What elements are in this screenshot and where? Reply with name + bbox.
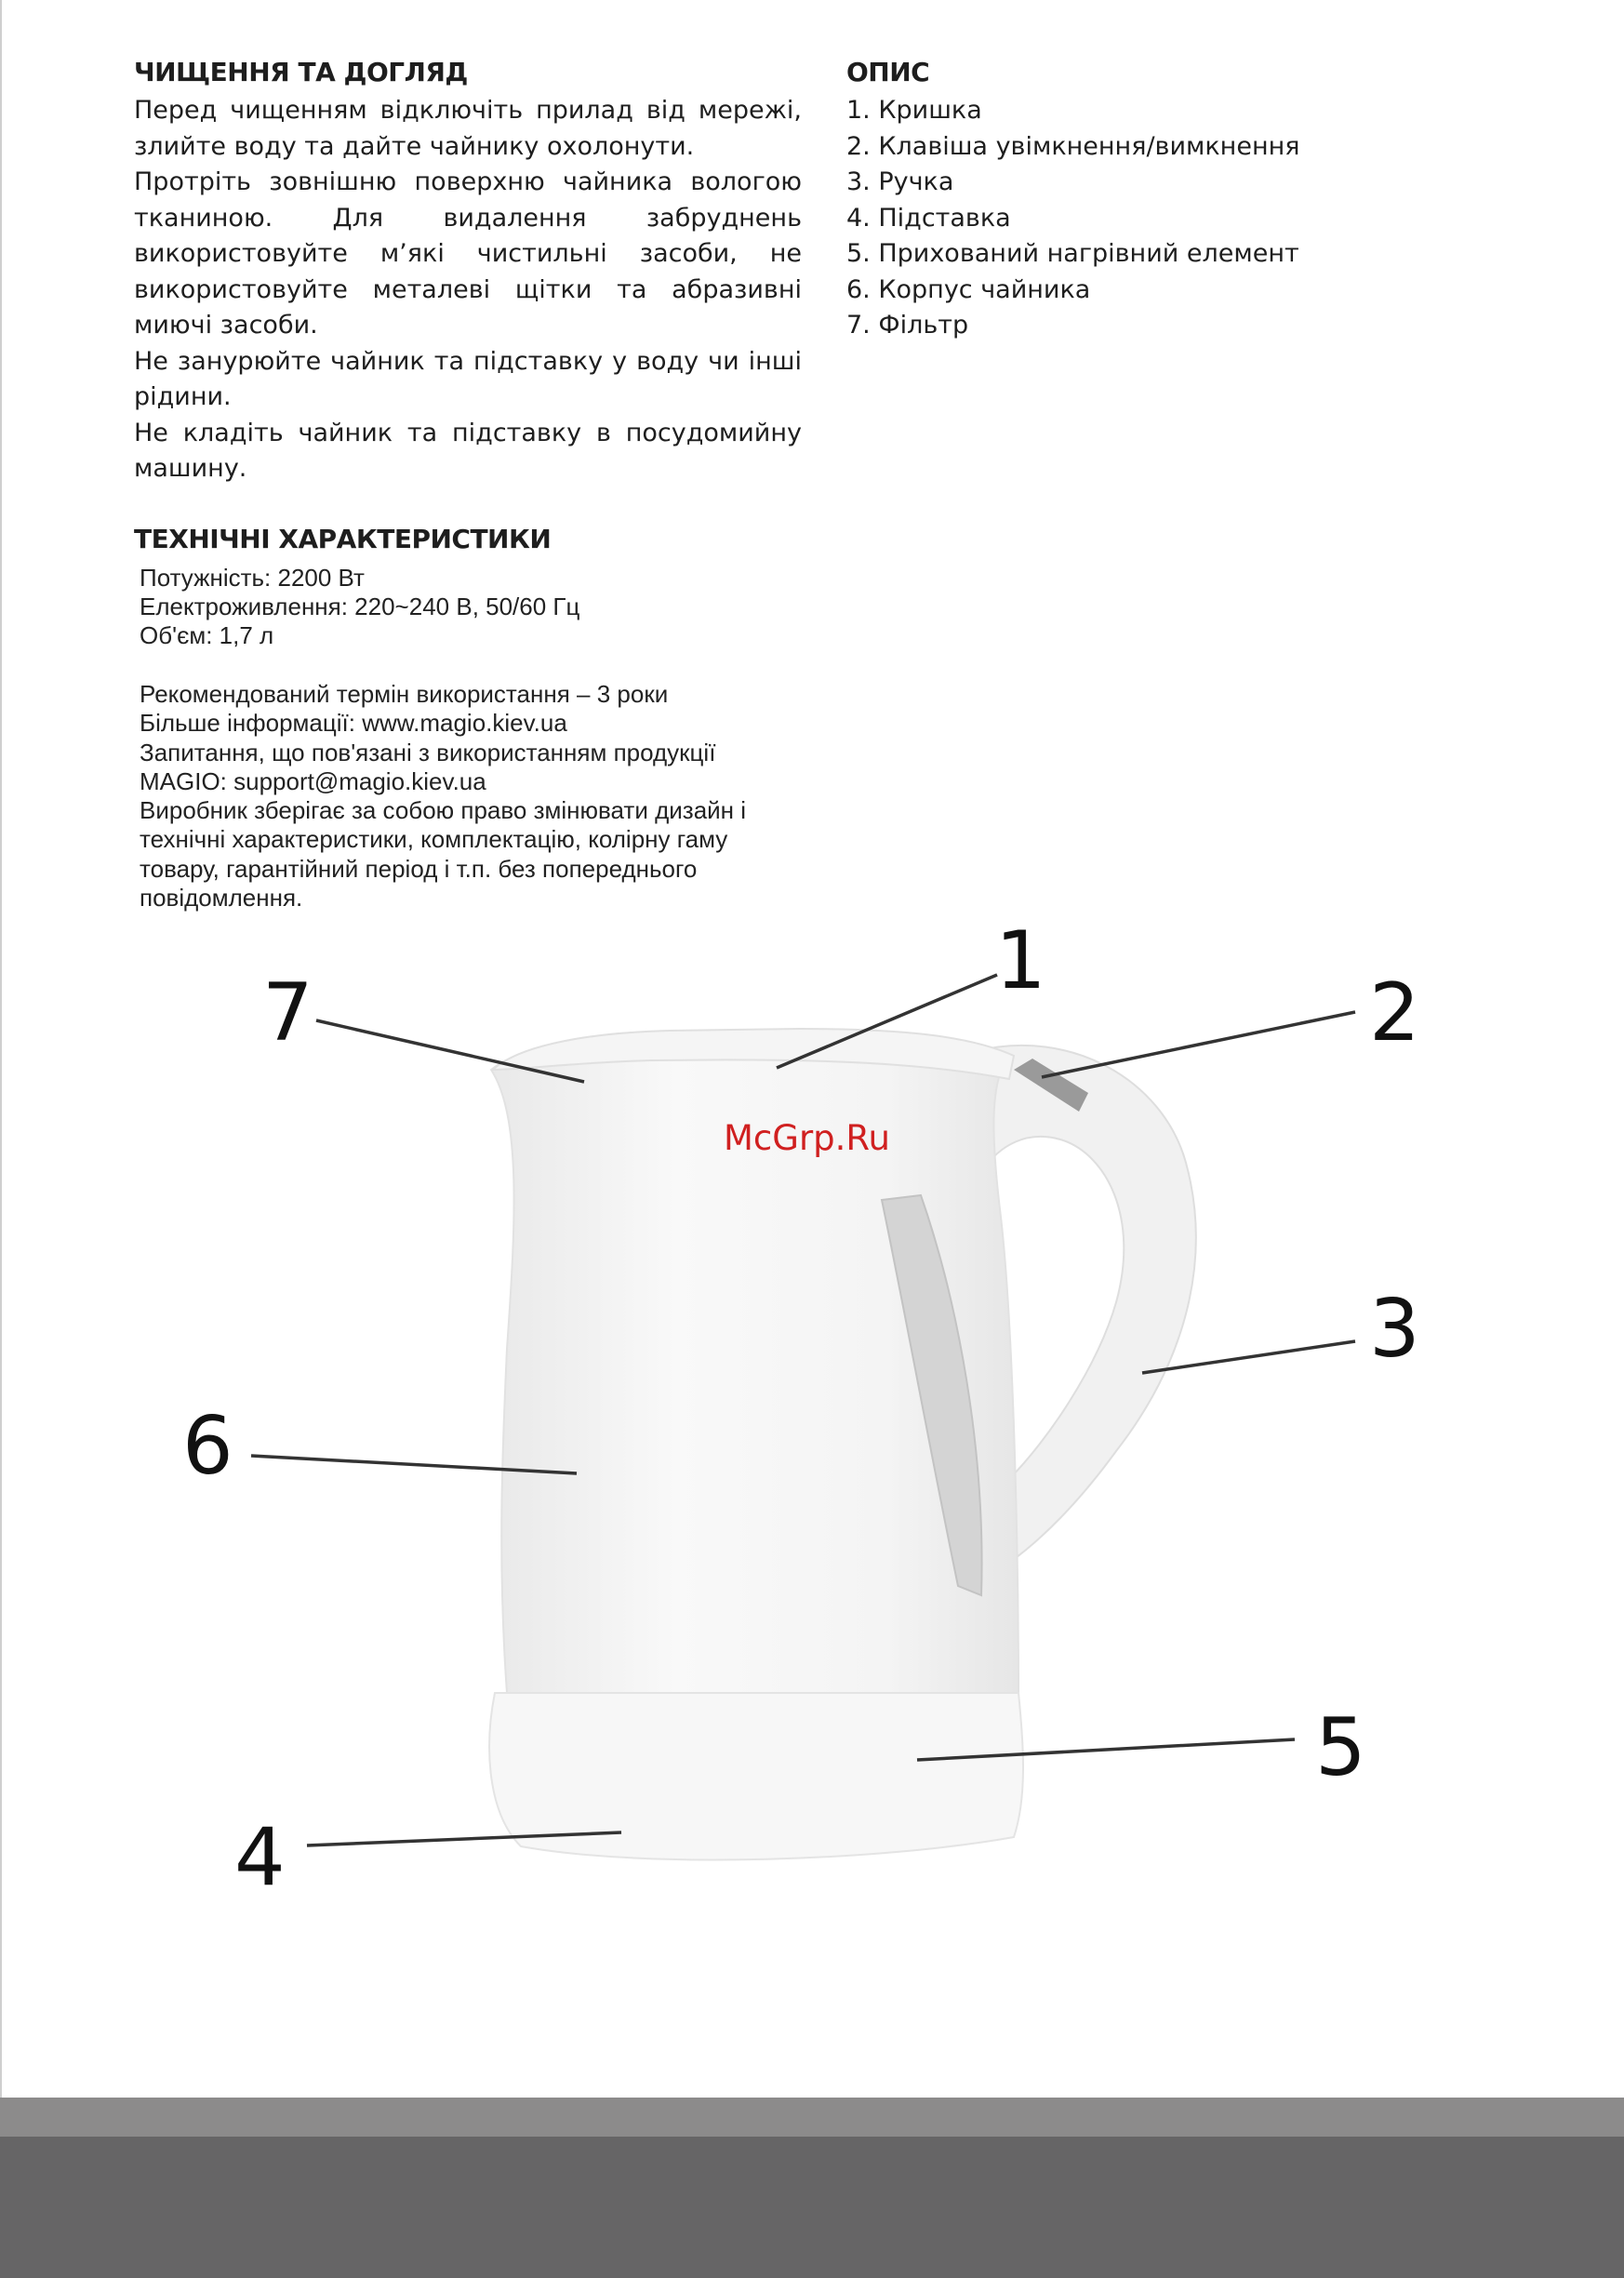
cleaning-paragraph: Не кладіть чайник та підставку в посудомийну машину. [134, 418, 802, 483]
callout-number-3: 3 [1369, 1283, 1420, 1376]
callout-number-7: 7 [262, 966, 313, 1059]
description-item-heating-element: 5. Прихований нагрівний елемент [846, 239, 1299, 268]
info-line: MAGIO: support@magio.kiev.ua [140, 766, 486, 795]
info-line: Запитання, що пов'язані з використанням продукції [140, 738, 716, 766]
callout-number-5: 5 [1315, 1701, 1366, 1794]
spec-voltage: Електроживлення: 220~240 В, 50/60 Гц [140, 593, 580, 620]
watermark-text: McGrp.Ru [724, 1118, 890, 1158]
description-item-body: 6. Корпус чайника [846, 274, 1091, 304]
description-title: ОПИС [846, 57, 930, 87]
kettle-diagram [0, 893, 1624, 1953]
info-line: технічні характеристики, комплектацію, колірну гаму [140, 825, 728, 854]
specs-title: ТЕХНІЧНІ ХАРАКТЕРИСТИКИ [134, 524, 552, 554]
callout-line-2 [1042, 1012, 1355, 1077]
cleaning-paragraph: Перед чищенням відключіть прилад від мережі, злийте воду та дайте чайнику охолонути. [134, 96, 802, 161]
info-line: Більше інформації: www.magio.kiev.ua [140, 709, 567, 738]
footer-band-light [0, 2098, 1624, 2137]
callout-number-2: 2 [1369, 966, 1420, 1059]
description-section [846, 56, 1367, 344]
description-item-base: 4. Підставка [846, 203, 1011, 233]
callout-number-6: 6 [182, 1400, 233, 1493]
callout-number-4: 4 [234, 1811, 286, 1904]
specs-list [140, 564, 828, 650]
info-line: Рекомендований термін використання – 3 роки [140, 680, 669, 708]
description-item-switch: 2. Клавіша увімкнення/вимкнення [846, 131, 1300, 161]
cleaning-paragraph: Не занурюйте чайник та підставку у воду чи інші рідини. [134, 346, 802, 411]
cleaning-title: ЧИЩЕННЯ ТА ДОГЛЯД [134, 57, 468, 87]
description-item-filter: 7. Фільтр [846, 311, 969, 340]
info-block [140, 680, 828, 913]
spec-volume: Об'єм: 1,7 л [140, 621, 274, 649]
specs-section [134, 523, 822, 560]
info-line: повідомлення. [140, 884, 303, 913]
description-item-handle: 3. Ручка [846, 167, 954, 196]
description-list [846, 93, 1367, 344]
info-line: Виробник зберігає за собою право змінювати дизайн і [140, 796, 747, 825]
description-item-lid: 1. Кришка [846, 96, 982, 125]
cleaning-section [134, 56, 802, 487]
callout-number-1: 1 [995, 914, 1046, 1007]
spec-power: Потужність: 2200 Вт [140, 564, 365, 592]
footer-band-dark [0, 2137, 1624, 2278]
cleaning-paragraph: Протріть зовнішню поверхню чайника вологою тканиною. Для видалення забруднень використовуйте м’які чистильні засоби, не використовуйте металеві щітки та абразивні миючі засоби. [134, 167, 802, 340]
info-line: товару, гарантійний період і т.п. без попереднього [140, 854, 698, 883]
